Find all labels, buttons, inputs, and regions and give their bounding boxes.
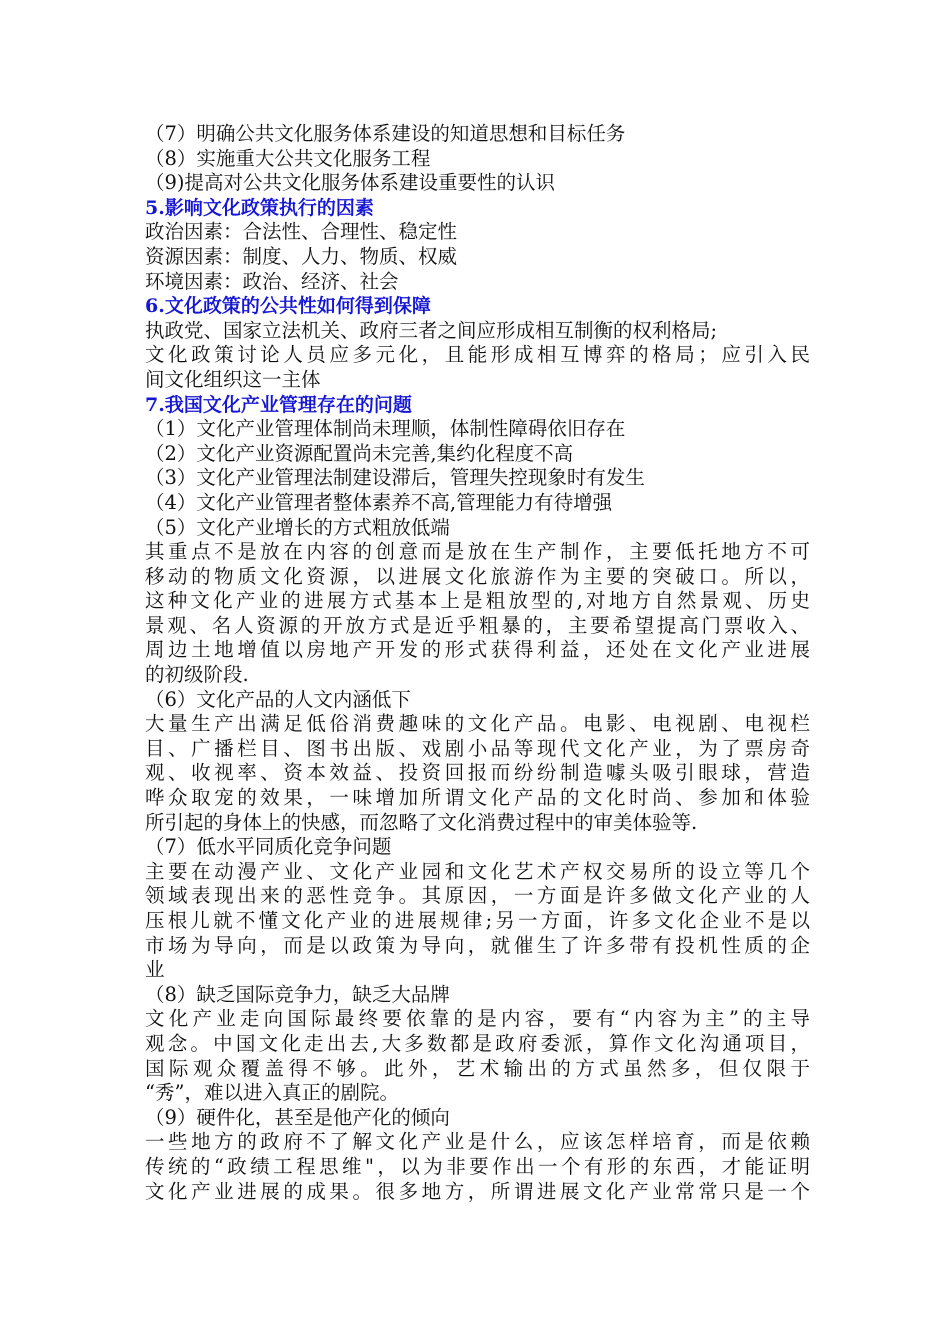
text-line: （1）文化产业管理体制尚未理顺，体制性障碍依旧存在 bbox=[145, 417, 626, 441]
text-line: 执政党、国家立法机关、政府三者之间应形成相互制衡的权利格局; bbox=[145, 318, 718, 342]
text-line: 领域表现出来的恶性竞争。其原因，一方面是许多做文化产业的人 bbox=[145, 884, 810, 908]
text-line: （3）文化产业管理法制建设滞后，管理失控现象时有发生 bbox=[145, 466, 645, 490]
document-page bbox=[145, 122, 810, 1204]
text-line: 政治因素：合法性、合理性、稳定性 bbox=[145, 220, 458, 244]
text-line: （4）文化产业管理者整体素养不高,管理能力有待增强 bbox=[145, 490, 613, 514]
section-heading: 5.影响文化政策执行的因素 bbox=[145, 196, 374, 219]
text-line: 主要在动漫产业、文化产业园和文化艺术产权交易所的设立等几个 bbox=[145, 859, 810, 883]
text-line: （5）文化产业增长的方式粗放低端 bbox=[145, 515, 450, 539]
text-line: 传统的“政绩工程思维"，以为非要作出一个有形的东西，才能证明 bbox=[145, 1154, 810, 1178]
text-line: （2）文化产业资源配置尚未完善,集约化程度不高 bbox=[145, 441, 574, 465]
text-line: 这种文化产业的进展方式基本上是粗放型的,对地方自然景观、历史 bbox=[145, 589, 810, 613]
text-line: 周边土地增值以房地产开发的形式获得利益，还处在文化产业进展 bbox=[145, 638, 810, 662]
text-line: 大量生产出满足低俗消费趣味的文化产品。电影、电视剧、电视栏 bbox=[145, 712, 810, 736]
text-line: 一些地方的政府不了解文化产业是什么，应该怎样培育，而是依赖 bbox=[145, 1130, 810, 1154]
text-line: 观、收视率、资本效益、投资回报而纷纷制造噱头吸引眼球，营造 bbox=[145, 761, 810, 785]
text-line: 景观、名人资源的开放方式是近乎粗暴的，主要希望提高门票收入、 bbox=[145, 613, 810, 637]
text-line: 间文化组织这一主体 bbox=[145, 367, 321, 391]
text-line: 目、广播栏目、图书出版、戏剧小品等现代文化产业，为了票房奇 bbox=[145, 736, 810, 760]
text-line: 其重点不是放在内容的创意而是放在生产制作，主要低托地方不可 bbox=[145, 540, 810, 564]
text-line: 压根儿就不懂文化产业的进展规律;另一方面，许多文化企业不是以 bbox=[145, 909, 810, 932]
text-line: 文化产业进展的成果。很多地方，所谓进展文化产业常常只是一个 bbox=[145, 1179, 810, 1203]
text-line: 资源因素：制度、人力、物质、权威 bbox=[145, 244, 458, 268]
text-line: （7）低水平同质化竞争问题 bbox=[145, 835, 392, 859]
section-heading: 6.文化政策的公共性如何得到保障 bbox=[145, 295, 431, 318]
text-line: 文化产业走向国际最终要依靠的是内容，要有“内容为主”的主导 bbox=[145, 1007, 810, 1031]
text-line: 国际观众覆盖得不够。此外，艺术输出的方式虽然多，但仅限于 bbox=[145, 1056, 810, 1080]
text-line: 移动的物质文化资源，以进展文化旅游作为主要的突破口。所以， bbox=[145, 564, 810, 588]
text-line: 所引起的身体上的快感，而忽略了文化消费过程中的审美体验等. bbox=[145, 810, 698, 834]
text-line: （8）缺乏国际竞争力，缺乏大品牌 bbox=[145, 982, 450, 1006]
text-line: 文化政策讨论人员应多元化，且能形成相互博弈的格局；应引入民 bbox=[145, 343, 810, 367]
text-line: （9)提高对公共文化服务体系建设重要性的认识 bbox=[145, 171, 556, 195]
text-line: 观念。中国文化走出去,大多数都是政府委派，算作文化沟通项目， bbox=[145, 1031, 810, 1055]
text-line: 的初级阶段. bbox=[145, 663, 249, 687]
text-line: 哗众取宠的效果，一味增加所谓文化产品的文化时尚、参加和体验 bbox=[145, 786, 810, 810]
text-line: 市场为导向，而是以政策为导向，就催生了许多带有投机性质的企 bbox=[145, 933, 810, 957]
text-line: （7）明确公共文化服务体系建设的知道思想和目标任务 bbox=[145, 122, 626, 145]
text-line: “秀”，难以进入真正的剧院。 bbox=[145, 1081, 399, 1105]
text-line: （6）文化产品的人文内涵低下 bbox=[145, 687, 411, 711]
text-line: 业 bbox=[145, 958, 165, 982]
text-line: （8）实施重大公共文化服务工程 bbox=[145, 146, 431, 170]
section-heading: 7.我国文化产业管理存在的问题 bbox=[145, 393, 412, 416]
text-line: 环境因素：政治、经济、社会 bbox=[145, 269, 399, 293]
text-line: （9）硬件化，甚至是他产化的倾向 bbox=[145, 1105, 450, 1129]
